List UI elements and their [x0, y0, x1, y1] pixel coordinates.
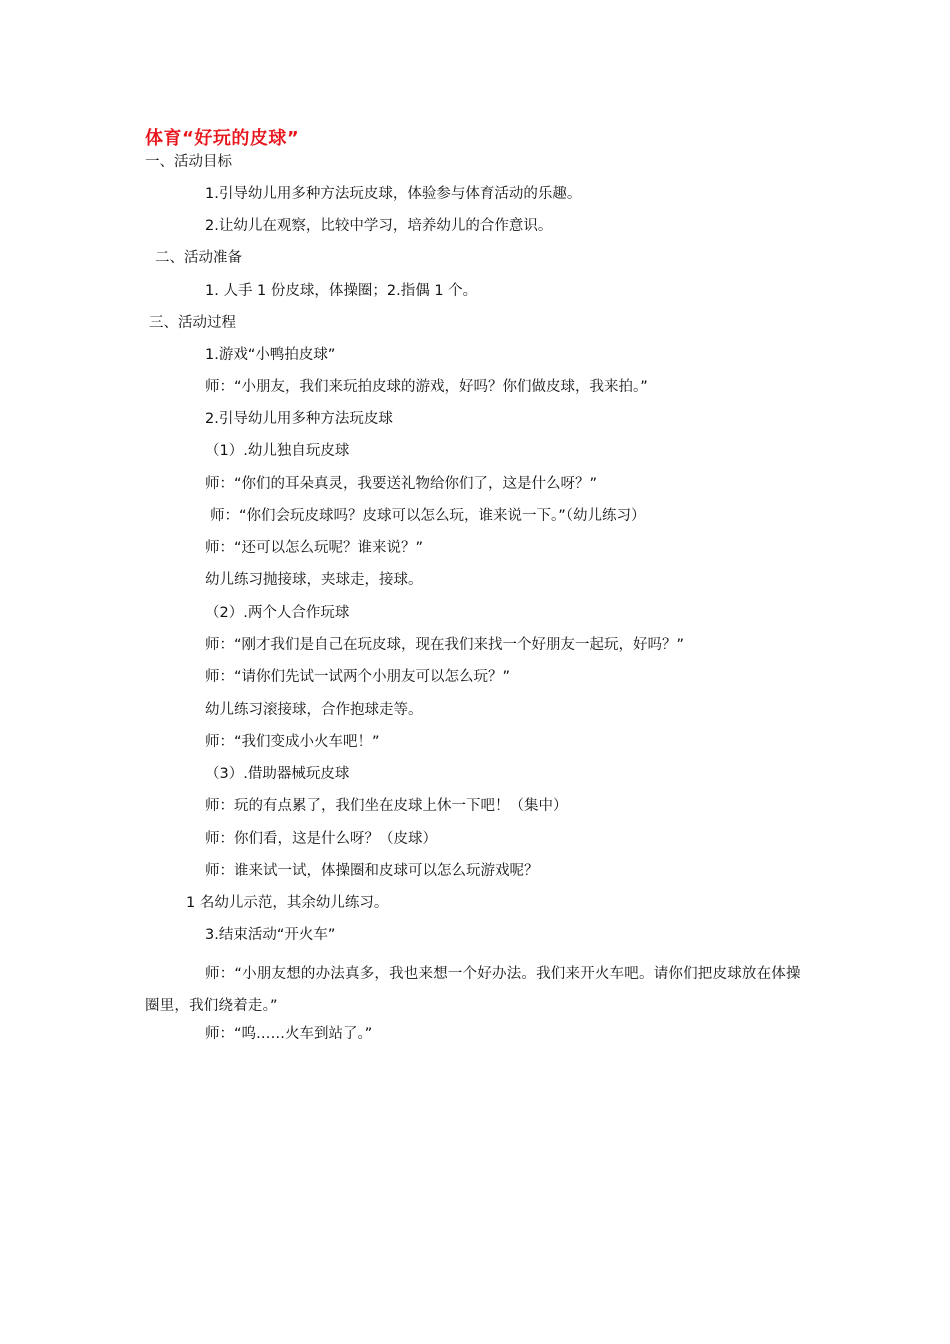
- process-activity: 1 名幼儿示范，其余幼儿练习。: [186, 895, 389, 911]
- process-dialogue: 师：谁来试一试，体操圈和皮球可以怎么玩游戏呢？: [205, 863, 539, 879]
- section-heading-preparation: 二、活动准备: [155, 250, 242, 266]
- process-substep-3: （3）.借助器械玩皮球: [205, 766, 350, 782]
- section-heading-goals: 一、活动目标: [145, 154, 232, 170]
- process-dialogue: 师：玩的有点累了，我们坐在皮球上休一下吧！（集中）: [205, 798, 568, 814]
- process-step-3: 3.结束活动“开火车”: [205, 927, 336, 943]
- process-dialogue: 师：你们看，这是什么呀？（皮球）: [205, 831, 437, 847]
- process-dialogue: 师：“还可以怎么玩呢？谁来说？”: [205, 540, 424, 556]
- process-dialogue-wrapped: 师：“小朋友想的办法真多，我也来想一个好办法。我们来开火车吧。请你们把皮球放在体操圈里，我们绕着走。”: [145, 966, 801, 1014]
- process-activity: 幼儿练习滚接球，合作抱球走等。: [205, 702, 423, 718]
- process-dialogue: 师：“我们变成小火车吧！”: [205, 734, 380, 750]
- process-dialogue: 师：“刚才我们是自己在玩皮球，现在我们来找一个好朋友一起玩，好吗？”: [205, 637, 685, 653]
- process-step-2: 2.引导幼儿用多种方法玩皮球: [205, 411, 393, 427]
- process-dialogue: 师：“小朋友，我们来玩拍皮球的游戏，好吗？你们做皮球，我来拍。”: [205, 379, 648, 395]
- goal-item-1: 1.引导幼儿用多种方法玩皮球，体验参与体育活动的乐趣。: [205, 186, 582, 202]
- section-heading-process: 三、活动过程: [149, 315, 236, 331]
- preparation-item: 1. 人手 1 份皮球，体操圈；2.指偶 1 个。: [205, 283, 478, 299]
- process-activity: 幼儿练习抛接球，夹球走，接球。: [205, 572, 423, 588]
- goal-item-2: 2.让幼儿在观察，比较中学习，培养幼儿的合作意识。: [205, 218, 553, 234]
- process-step-1: 1.游戏“小鸭拍皮球”: [205, 347, 336, 363]
- process-substep-1: （1）.幼儿独自玩皮球: [205, 443, 350, 459]
- process-dialogue: 师：“你们会玩皮球吗？皮球可以怎么玩，谁来说一下。”（幼儿练习）: [210, 508, 646, 524]
- process-substep-2: （2）.两个人合作玩球: [205, 605, 350, 621]
- process-dialogue: 师：“你们的耳朵真灵，我要送礼物给你们了，这是什么呀？”: [205, 476, 598, 492]
- process-dialogue-final: 师：“呜……火车到站了。”: [205, 1026, 373, 1042]
- process-dialogue: 师：“请你们先试一试两个小朋友可以怎么玩？”: [205, 669, 511, 685]
- document-title: 体育“好玩的皮球”: [145, 128, 300, 149]
